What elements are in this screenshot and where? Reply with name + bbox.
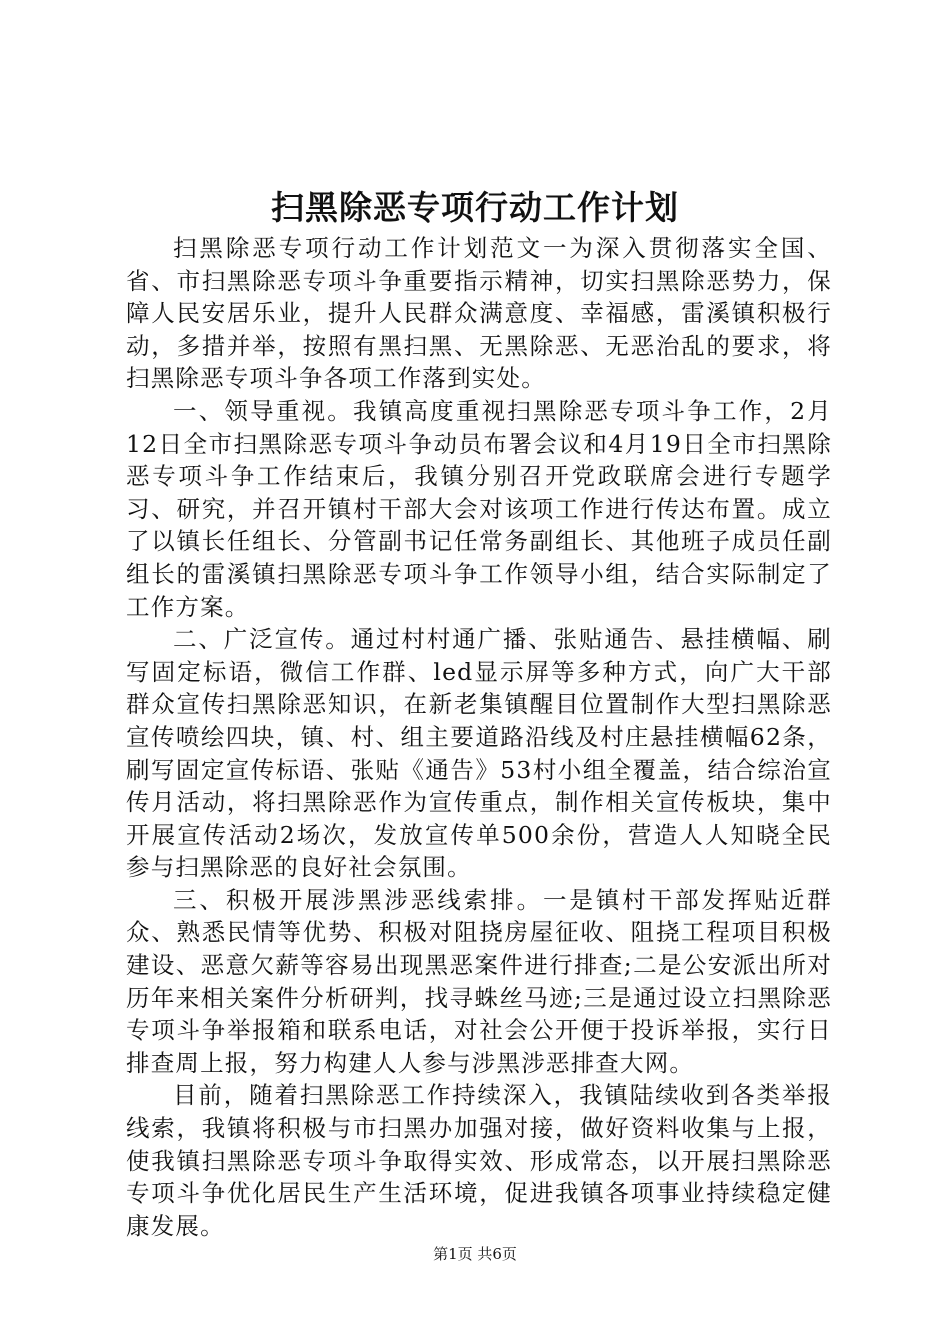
paragraph-publicity: 二、广泛宣传。通过村村通广播、张贴通告、悬挂横幅、刷写固定标语，微信工作群、led显示屏等多种方式，向广大干部群众宣传扫黑除恶知识，在新老集镇醒目位置制作大型扫黑除恶宣传喷绘四块，镇、村、组主要道路沿线及村庄悬挂横幅62条，刷写固定宣传标语、张贴《通告》53村小组全覆盖，结合综治宣传月活动，将扫黑除恶作为宣传重点，制作相关宣传板块，集中开展宣传活动2场次，发放宣传单500余份，营造人人知晓全民参与扫黑除恶的良好社会氛围。 <box>126 625 832 882</box>
document-body <box>126 232 832 1242</box>
paragraph-leadership: 一、领导重视。我镇高度重视扫黑除恶专项斗争工作，2月12日全市扫黑除恶专项斗争动员布署会议和4月19日全市扫黑除恶专项斗争工作结束后，我镇分别召开党政联席会进行专题学习、研究，并召开镇村干部大会对该项工作进行传达布置。成立了以镇长任组长、分管副书记任常务副组长、其他班子成员任副组长的雷溪镇扫黑除恶专项斗争工作领导小组，结合实际制定了工作方案。 <box>126 396 832 621</box>
document-title: 扫黑除恶专项行动工作计划 <box>271 188 679 227</box>
page-number: 第1页 共6页 <box>433 1245 517 1263</box>
paragraph-intro: 扫黑除恶专项行动工作计划范文一为深入贯彻落实全国、省、市扫黑除恶专项斗争重要指示精神，切实扫黑除恶势力，保障人民安居乐业，提升人民群众满意度、幸福感，雷溪镇积极行动，多措并举，按照有黑扫黑、无黑除恶、无恶治乱的要求，将扫黑除恶专项斗争各项工作落到实处。 <box>126 234 832 393</box>
paragraph-conclusion: 目前，随着扫黑除恶工作持续深入，我镇陆续收到各类举报线索，我镇将积极与市扫黑办加强对接，做好资料收集与上报，使我镇扫黑除恶专项斗争取得实效、形成常态，以开展扫黑除恶专项斗争优化居民生产生活环境，促进我镇各项事业持续稳定健康发展。 <box>126 1081 832 1240</box>
paragraph-investigation: 三、积极开展涉黑涉恶线索排。一是镇村干部发挥贴近群众、熟悉民情等优势、积极对阻挠房屋征收、阻挠工程项目积极建设、恶意欠薪等容易出现黑恶案件进行排查;二是公安派出所对历年来相关案件分析研判，找寻蛛丝马迹;三是通过设立扫黑除恶专项斗争举报箱和联系电话，对社会公开便于投诉举报，实行日排查周上报，努力构建人人参与涉黑涉恶排查大网。 <box>126 885 832 1077</box>
